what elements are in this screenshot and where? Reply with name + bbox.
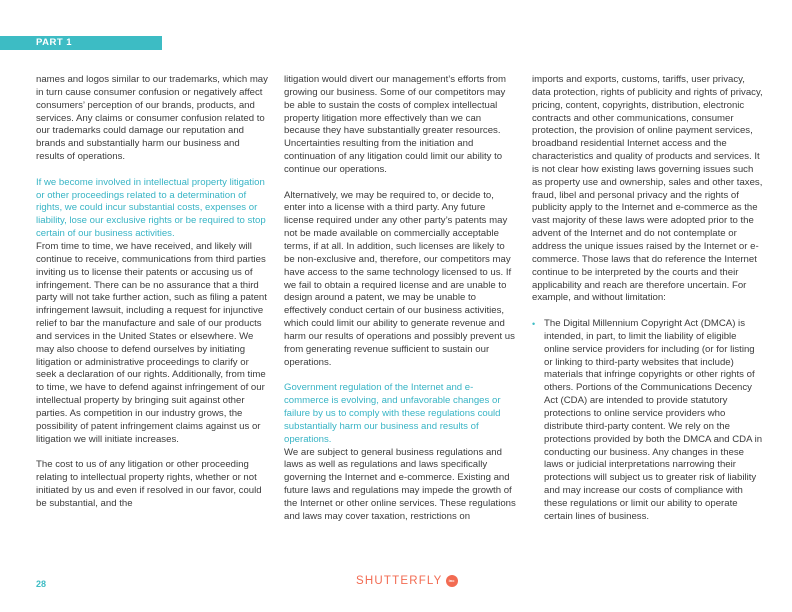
bullet-icon: • [532,319,536,330]
section-heading: If we become involved in intellectual property litigation or other proceedings related to a determination of rights, we could incur substantial costs, expenses or liability, lose our exclusive rights or be required to stop certain of our business activities. [36,176,266,240]
paragraph: Alternatively, we may be required to, or decide to, enter into a license with a third party. Any future license required under any other party’s patents may not be made available on commercially acceptable terms, if at all. In addition, such licenses are likely to be non-exclusive and, therefore, our competitors may have access to the same technology licensed to us. If we fail to obtain a required license and are unable to design around a patent, we may be unable to effectively conduct certain of our business activities, which could limit our ability to generate revenue and harm our results of operations and possibly prevent us from generating revenue sufficient to sustain our operations. [284,189,515,368]
column-3 [532,74,764,524]
section-label: PART 1 [36,37,73,48]
column-1 [36,74,268,524]
paragraph: litigation would divert our management’s efforts from growing our business. Some of our competitors may be able to sustain the costs of complex intellectual property litigation more effectively than we can because they have substantially greater resources. Uncertainties resulting from the initiation and continuation of any litigation could limit our ability to continue our operations. [284,74,507,175]
section-heading: Government regulation of the Internet and e-commerce is evolving, and unfavorable changes or failure by us to comply with these regulations could substantially harm our business and results of operations. [284,382,501,445]
page-number: 28 [36,579,47,589]
brand-logo [356,573,458,589]
section-banner [0,36,162,50]
paragraph: From time to time, we have received, and likely will continue to receive, communications from third parties inviting us to license their patents or accusing us of infringement. There can be no assurance that a third party will not take further action, such as filing a patent infringement lawsuit, including a request for injunctive relief to bar the manufacture and sale of our products and services in the United States or elsewhere. We may also choose to defend ourselves by initiating litigation or administrative proceedings to clarify or seek a declaration of our rights. Additionally, from time to time, we have to defend against infringement of our intellectual property by bringing suit against other parties. As competition in our industry grows, the possibility of patent infringement claims against us or litigation we will initiate increases. [36,241,267,445]
paragraph: names and logos similar to our trademarks, which may in turn cause consumer confusion or negatively affect consumers’ perception of our brands, products, and services. Any claims or consumer confusion related to our trademarks could damage our reputation and brands and substantially harm our business and results of operations. [36,74,268,163]
brand-badge-icon: inc [446,575,458,587]
list-item [532,318,764,524]
bullet-list [532,318,764,524]
list-item-text: The Digital Millennium Copyright Act (DMCA) is intended, in part, to limit the liability of eligible online service providers for including (or for listing or linking to third-party websites that include) materials that infringe copyrights or other rights of others. Portions of the Communications Decency Act (CDA) are intended to provide statutory protections to online service providers who distribute third-party content. We rely on the protections provided by both the DMCA and CDA in conducting our business. Any changes in these laws or judicial interpretations narrowing their protections will subject us to greater risk of liability and may increase our costs of compliance with these regulations or limit our ability to operate certain lines of business. [544,318,763,522]
paragraph: We are subject to general business regulations and laws as well as regulations and laws specifically governing the Internet and e-commerce. Existing and future laws and regulations may impede the growth of the Internet or other online services. These regulations and laws may cover taxation, restrictions on [284,446,516,522]
paragraph: The cost to us of any litigation or other proceeding relating to intellectual property rights, whether or not initiated by us and even if resolved in our favor, could be substantial, and the [36,459,262,509]
brand-wordmark: SHUTTERFLY [356,575,443,587]
paragraph: imports and exports, customs, tariffs, user privacy, data protection, rights of publicity and rights of privacy, pricing, content, copyrights, distribution, electronic contracts and other communications, consumer protection, the provision of online payment services, broadband residential Internet access and the characteristics and quality of products and services. It is not clear how existing laws governing issues such as property use and ownership, sales and other taxes, fraud, libel and personal privacy and the rights of publicity apply to the Internet and e-commerce as the vast majority of these laws were adopted prior to the advent of the Internet and do not contemplate or address the unique issues raised by the Internet or e-commerce. Those laws that do reference the Internet continue to be interpreted by the courts and their applicability and reach are therefore uncertain. For example, and without limitation: [532,74,763,304]
column-2 [284,74,516,537]
